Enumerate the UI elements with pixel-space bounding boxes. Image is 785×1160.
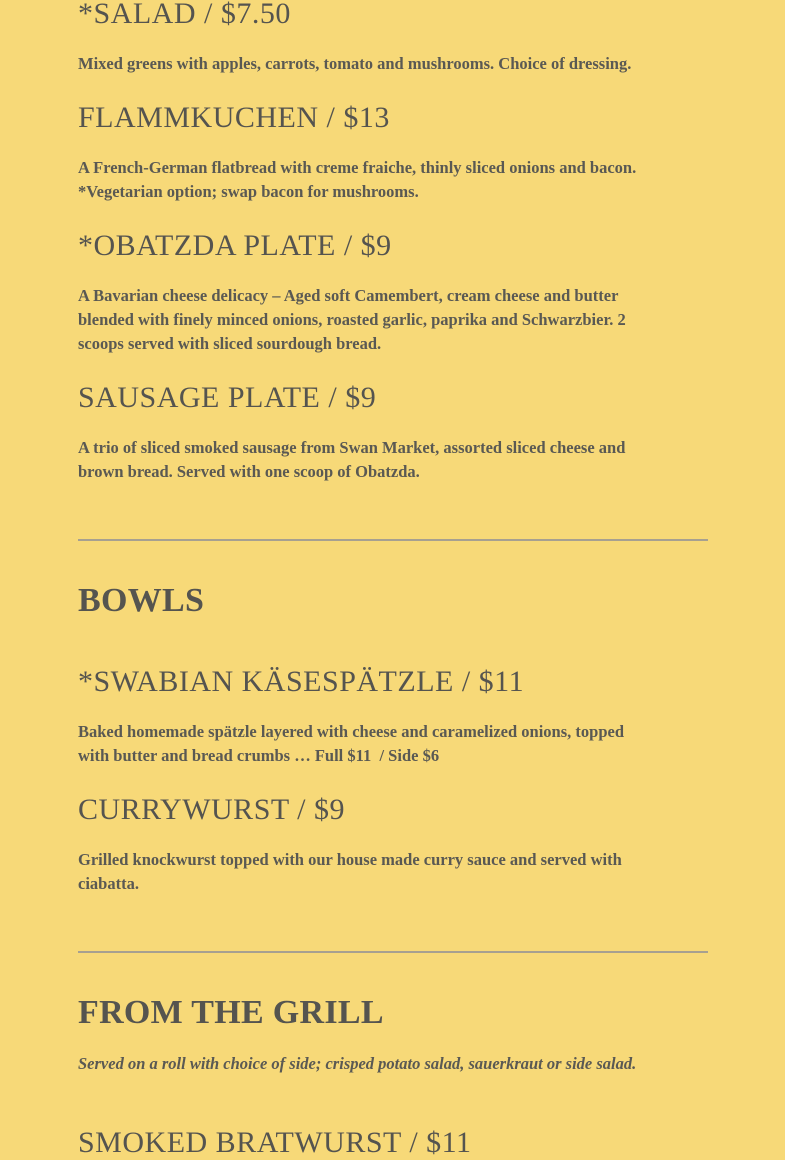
desc-line: A trio of sliced smoked sausage from Swan Market, assorted sliced cheese and (78, 438, 626, 457)
section-heading-from-the-grill: FROM THE GRILL (78, 994, 384, 1031)
menu-item-desc-sausage-plate (78, 436, 625, 484)
section-note-grill: Served on a roll with choice of side; crisped potato salad, sauerkraut or side salad. (78, 1054, 637, 1073)
menu-item-title-currywurst: CURRYWURST / $9 (78, 793, 345, 826)
desc-line: ciabatta. (78, 874, 139, 893)
menu-item-desc-obatzda (78, 284, 626, 356)
menu-item-title-smoked-bratwurst: SMOKED BRATWURST / $11 (78, 1126, 472, 1159)
menu-item-title-obatzda: *OBATZDA PLATE / $9 (78, 229, 392, 262)
section-divider (78, 951, 708, 953)
section-divider (78, 539, 708, 541)
menu-item-title-flammkuchen: FLAMMKUCHEN / $13 (78, 101, 390, 134)
desc-line: Grilled knockwurst topped with our house made curry sauce and served with (78, 850, 622, 869)
menu-item-desc-flammkuchen (78, 156, 636, 204)
desc-line: A French-German flatbread with creme fraiche, thinly sliced onions and bacon. (78, 158, 637, 177)
menu-item-desc-salad (78, 52, 631, 76)
menu-item-desc-currywurst (78, 848, 622, 896)
desc-line: blended with finely minced onions, roasted garlic, paprika and Schwarzbier. 2 (78, 310, 626, 329)
section-heading-bowls: BOWLS (78, 582, 205, 619)
menu-item-title-salad: *SALAD / $7.50 (78, 0, 291, 30)
desc-line: with butter and bread crumbs … Full $11 / Side $6 (78, 746, 440, 765)
desc-line: Baked homemade spätzle layered with cheese and caramelized onions, topped (78, 722, 625, 741)
menu-item-title-sausage-plate: SAUSAGE PLATE / $9 (78, 381, 377, 414)
desc-line: scoops served with sliced sourdough bread. (78, 334, 382, 353)
desc-line: A Bavarian cheese delicacy – Aged soft Camembert, cream cheese and butter (78, 286, 619, 305)
desc-line: Mixed greens with apples, carrots, tomato and mushrooms. Choice of dressing. (78, 54, 632, 73)
desc-line: *Vegetarian option; swap bacon for mushrooms. (78, 182, 419, 201)
menu-item-title-kasespatzle: *SWABIAN KÄSESPÄTZLE / $11 (78, 665, 525, 698)
desc-line: brown bread. Served with one scoop of Obatzda. (78, 462, 420, 481)
menu-item-desc-kasespatzle (78, 720, 624, 768)
